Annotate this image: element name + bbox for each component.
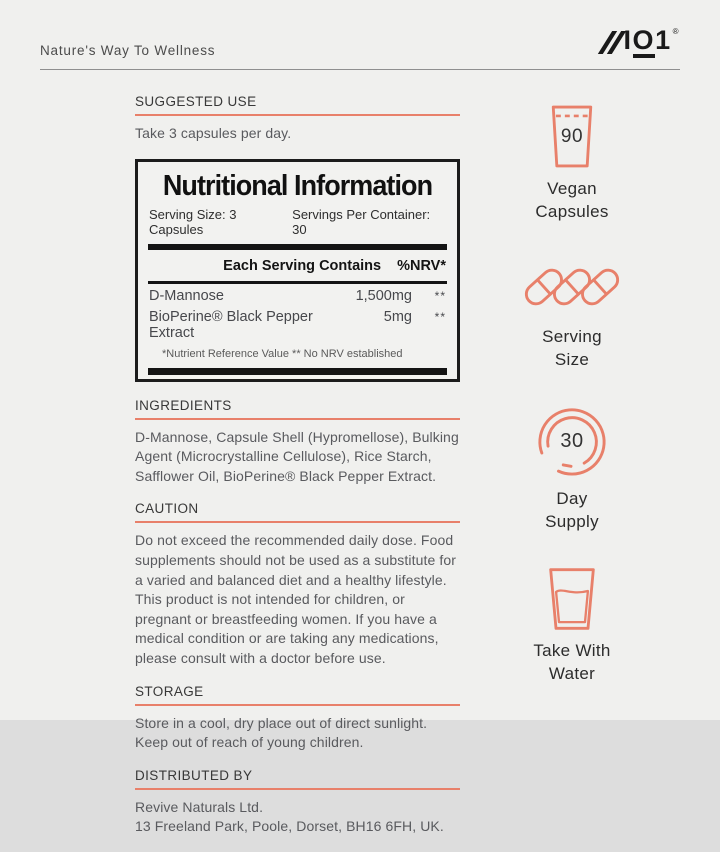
logo-char-3: 1 bbox=[655, 25, 672, 55]
nutrient-name: D-Mannose bbox=[149, 287, 224, 304]
storage-text: Store in a cool, dry place out of direct sunlight. Keep out of reach of young children. bbox=[135, 714, 428, 751]
caution-heading: CAUTION bbox=[135, 501, 460, 523]
section-caution bbox=[135, 501, 460, 668]
table-header-row bbox=[148, 250, 447, 281]
section-suggested-use bbox=[135, 94, 460, 144]
section-storage bbox=[135, 684, 460, 753]
registered-mark: ® bbox=[672, 27, 680, 36]
serving-info-row bbox=[148, 206, 447, 244]
nutrient-nrv: ** bbox=[434, 309, 446, 324]
distributor-name: Revive Naturals Ltd. bbox=[135, 798, 264, 815]
table-header-left: Each Serving Contains bbox=[223, 257, 382, 274]
feature-badges-column bbox=[506, 94, 638, 852]
distributed-by-heading: DISTRIBUTED BY bbox=[135, 768, 460, 790]
nrv-footnote: *Nutrient Reference Value ** No NRV established bbox=[162, 347, 403, 360]
table-header-nrv: %NRV* bbox=[397, 257, 446, 274]
nutrient-name: BioPerine® Black Pepper Extract bbox=[149, 308, 313, 341]
badge-vegan-capsules bbox=[535, 104, 608, 224]
serving-size: Serving Size: 3 Capsules bbox=[149, 206, 237, 237]
water-glass-icon bbox=[546, 567, 598, 631]
nutritional-information-panel bbox=[135, 159, 460, 382]
label-content-column bbox=[135, 94, 460, 852]
ingredients-text: D-Mannose, Capsule Shell (Hypromellose), Bulking Agent (Microcrystalline Cellulose), Rice Starch, Safflower Oil, BioPerine® Black Pepper Extract. bbox=[135, 428, 459, 484]
caution-text: Do not exceed the recommended daily dose. Food supplements should not be used as a substitute for a varied and balanced diet and a healthy lifestyle. This product is not intended for children, or pregnant or breastfeeding women. If you have a medical condition or are taking any medications, please consult with a doctor before use. bbox=[135, 532, 456, 666]
logo-char-1: I bbox=[623, 25, 633, 55]
table-row bbox=[148, 284, 447, 305]
badge-label: Vegan Capsules bbox=[535, 179, 609, 221]
logo-char-2: O bbox=[633, 27, 656, 58]
brand-logo bbox=[605, 27, 680, 58]
section-distributed-by bbox=[135, 768, 460, 837]
divider-bar bbox=[148, 368, 447, 375]
capsule-count: 90 bbox=[560, 125, 584, 147]
header-bar bbox=[40, 0, 680, 70]
suggested-use-text: Take 3 capsules per day. bbox=[135, 125, 292, 141]
nutrient-amount: 5mg bbox=[383, 308, 412, 325]
badge-day-supply bbox=[535, 405, 609, 534]
suggested-use-heading: SUGGESTED USE bbox=[135, 94, 460, 116]
nutrition-title: Nutritional Information bbox=[162, 169, 433, 202]
badge-label: Day Supply bbox=[545, 488, 599, 531]
brand-tagline: Nature's Way To Wellness bbox=[40, 43, 216, 58]
servings-per-container: Servings Per Container: 30 bbox=[292, 206, 431, 237]
storage-heading: STORAGE bbox=[135, 684, 460, 706]
distributor-street: 13 Freeland Park, Poole, Dorset, BH16 6FH, UK. bbox=[135, 818, 444, 835]
distributor-address bbox=[135, 798, 460, 837]
badge-label: Serving Size bbox=[542, 326, 602, 369]
logo-text bbox=[624, 27, 680, 58]
nutrient-nrv: ** bbox=[434, 288, 446, 303]
ingredients-heading: INGREDIENTS bbox=[135, 398, 460, 420]
badge-label: Take With Water bbox=[533, 640, 611, 683]
badge-serving-size bbox=[522, 257, 622, 372]
day-count: 30 bbox=[560, 430, 584, 453]
table-row bbox=[148, 305, 447, 342]
badge-take-with-water bbox=[533, 567, 610, 686]
nutrient-amount: 1,500mg bbox=[355, 287, 412, 304]
capsules-icon bbox=[522, 257, 622, 317]
section-ingredients bbox=[135, 398, 460, 487]
